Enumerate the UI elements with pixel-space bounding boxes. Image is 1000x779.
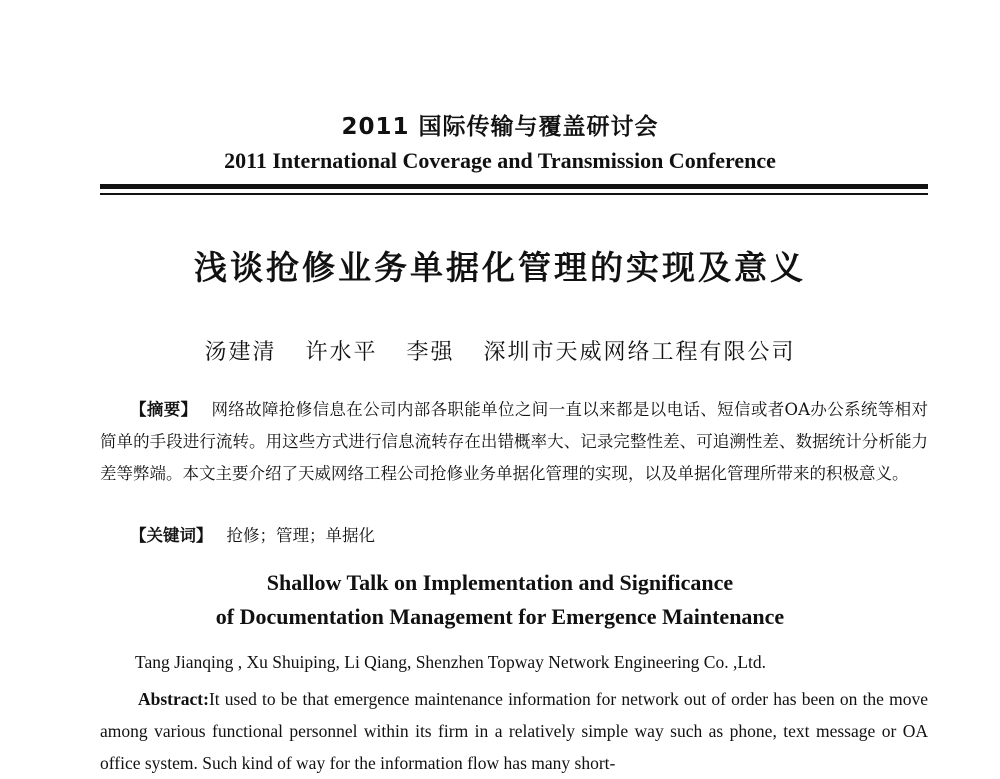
paper-title-cn: 浅谈抢修业务单据化管理的实现及意义	[194, 248, 806, 287]
keywords-cn-label: 【关键词】	[130, 526, 213, 545]
abstract-en	[100, 683, 928, 779]
header-rule-thick	[100, 184, 928, 189]
abstract-en-text: It used to be that emergence maintenance information for network out of order has been on the move among various functional personnel within its firm in a relatively simple way such as phone, text message or OA office system. Such kind of way for the information flow has many short-	[100, 689, 928, 773]
author-3: 李强	[406, 340, 455, 365]
paper-title-en	[0, 566, 1000, 634]
conference-title-en: 2011 International Coverage and Transmission Conference	[224, 148, 776, 173]
abstract-cn	[100, 394, 928, 490]
header-rule-thin	[100, 193, 928, 195]
paper-title-en-line1: Shallow Talk on Implementation and Significance	[266, 570, 734, 595]
author-1: 汤建清	[204, 340, 277, 365]
paper-title-en-line2: of Documentation Management for Emergence Maintenance	[215, 604, 785, 629]
abstract-cn-label: 【摘要】	[130, 400, 198, 419]
conference-title-cn: 2011 国际传输与覆盖研讨会	[341, 114, 659, 140]
author-2: 许水平	[305, 340, 378, 365]
authors-en: Tang Jianqing , Xu Shuiping, Li Qiang, Shenzhen Topway Network Engineering Co. ,Ltd.	[135, 652, 767, 672]
abstract-cn-text: 网络故障抢修信息在公司内部各职能单位之间一直以来都是以电话、短信或者OA办公系统等相对简单的手段进行流转。用这些方式进行信息流转存在出错概率大、记录完整性差、可追溯性差、数据统计分析能力差等弊端。本文主要介绍了天威网络工程公司抢修业务单据化管理的实现，以及单据化管理所带来的积极意义。	[100, 400, 929, 483]
abstract-en-label: Abstract:	[138, 689, 209, 709]
keywords-cn-text: 抢修；管理；单据化	[226, 526, 375, 545]
authors-cn	[0, 335, 1000, 366]
affiliation-cn: 深圳市天威网络工程有限公司	[483, 340, 796, 365]
keywords-cn	[130, 522, 375, 546]
